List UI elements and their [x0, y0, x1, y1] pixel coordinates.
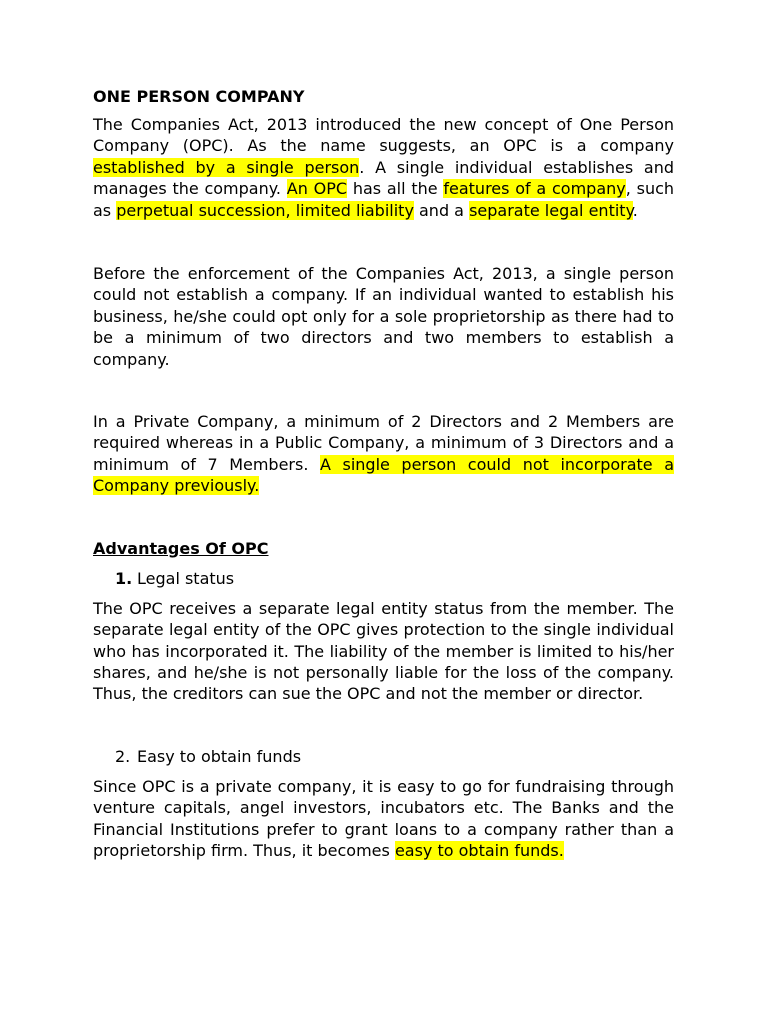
- text-span: Since OPC is a private company, it is easy to go for fundraising through venture capitals, angel investors, incubators etc. The Banks and the Financial Institutions prefer to grant loans to a company rather than a proprietorship firm. Thus, it becomes: [93, 776, 674, 860]
- legal-status-paragraph: The OPC receives a separate legal entity status from the member. The separate legal entity of the OPC gives protection to the single individual who has incorporated it. The liability of the member is limited to his/her shares, and he/she is not personally liable for the loss of the company. Thus, the creditors can sue the OPC and not the member or director.: [93, 598, 674, 704]
- highlighted-text: easy to obtain funds.: [394, 840, 564, 860]
- list-item-easy-funds: [93, 746, 674, 768]
- highlighted-text: features of a company: [443, 179, 626, 199]
- document-title: ONE PERSON COMPANY: [93, 87, 305, 106]
- list-label: Easy to obtain funds: [137, 746, 302, 766]
- list-number: 2.: [115, 746, 131, 766]
- intro-paragraph: [93, 114, 674, 221]
- highlighted-text: perpetual succession, limited liability: [116, 200, 414, 220]
- easy-funds-paragraph: [93, 776, 674, 862]
- text-span: , such as: [93, 179, 675, 220]
- company-types-paragraph: [93, 411, 674, 497]
- highlighted-text: A single person could not incorporate a Company previously.: [93, 454, 674, 496]
- text-span: In a Private Company, a minimum of 2 Directors and 2 Members are required whereas in a Public Company, a minimum of 3 Directors and a minimum of 7 Members.: [93, 412, 674, 474]
- highlighted-text: An OPC: [286, 179, 348, 199]
- history-paragraph: Before the enforcement of the Companies Act, 2013, a single person could not establish a company. If an individual wanted to establish his business, he/she could opt only for a sole proprietorship as there had to be a minimum of two directors and two members to establish a company.: [93, 264, 674, 369]
- text-span: . A single individual establishes and manages the company.: [93, 157, 674, 199]
- highlighted-text: separate legal entity: [469, 200, 633, 220]
- text-span: .: [632, 200, 638, 220]
- text-span: has all the: [347, 179, 444, 199]
- list-label: Legal status: [137, 568, 235, 588]
- advantages-heading: Advantages Of OPC: [93, 538, 269, 558]
- text-span: The Companies Act, 2013 introduced the new concept of One Person Company (OPC). As the name suggests, an OPC is a company: [93, 115, 674, 156]
- list-number: 1.: [115, 568, 133, 588]
- list-item-legal-status: [93, 568, 674, 590]
- text-span: and a: [413, 200, 470, 220]
- highlighted-text: established by a single person: [93, 157, 360, 177]
